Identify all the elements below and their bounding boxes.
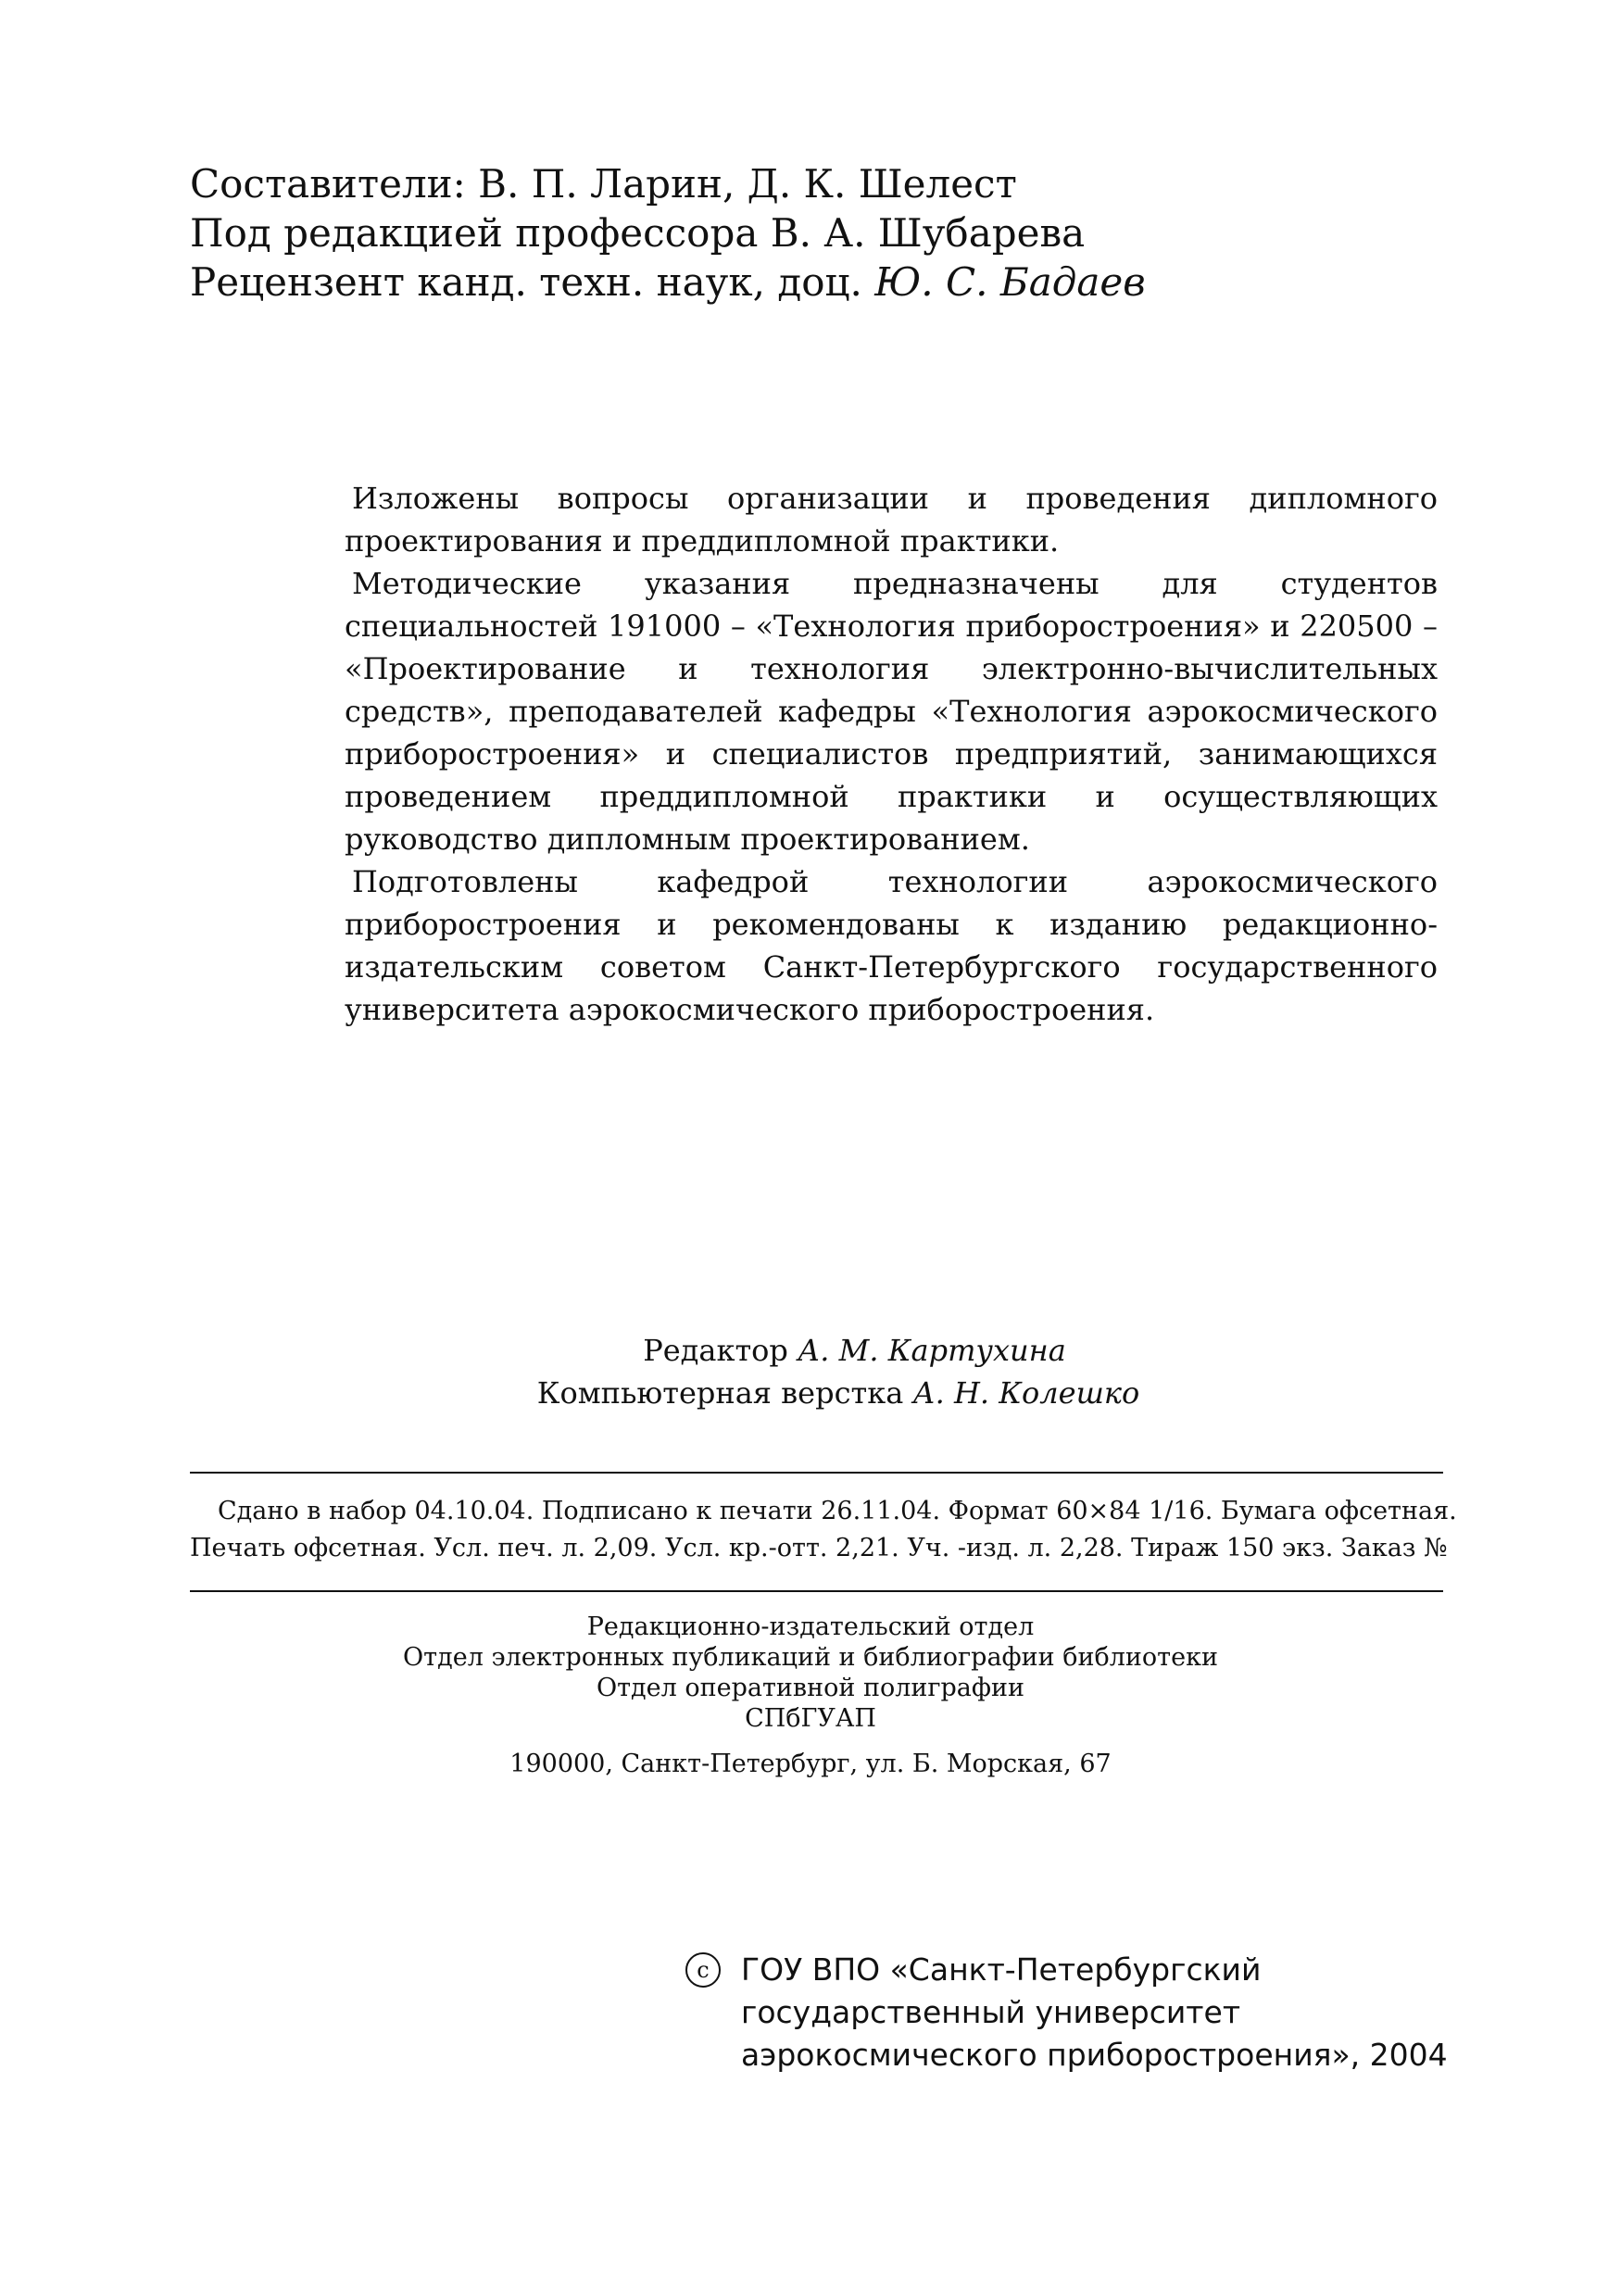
editor-label: Редактор — [643, 1333, 798, 1368]
copyright-line: аэрокосмического приборостроения», 2004 — [741, 2037, 1448, 2073]
print-info-line-2: Печать офсетная. Усл. печ. л. 2,09. Усл. кр.-отт. 2,21. Уч. -изд. л. 2,28. Тираж 150 экз. Заказ № — [190, 1534, 1448, 1562]
abstract-paragraph: Изложены вопросы организации и проведения дипломного проектирования и преддипломной практики. — [345, 481, 1438, 558]
credits-block — [190, 159, 1146, 307]
layout-label: Компьютерная верстка — [536, 1375, 913, 1411]
reviewer-line — [190, 257, 1146, 307]
publisher-block — [0, 1612, 1621, 1779]
editor-name: А. М. Картухина — [798, 1333, 1066, 1368]
editor-credit — [0, 1329, 1621, 1372]
print-info — [190, 1493, 1457, 1567]
layout-credit — [0, 1372, 1621, 1414]
compilers-line: Составители: В. П. Ларин, Д. К. Шелест — [190, 161, 1017, 207]
copyright-line: государственный университет — [741, 1994, 1241, 2030]
print-info-line-1: Сдано в набор 04.10.04. Подписано к печати 26.11.04. Формат 60×84 1/16. Бумага офсетная. — [218, 1497, 1457, 1525]
copyright-row — [685, 1949, 1448, 2076]
staff-block — [0, 1329, 1621, 1414]
publisher-line: Отдел оперативной полиграфии — [596, 1674, 1025, 1702]
editor-line: Под редакцией профессора В. А. Шубарева — [190, 210, 1086, 256]
reviewer-name: Ю. С. Бадаев — [874, 259, 1146, 305]
copyright-text — [741, 1949, 1448, 2076]
abstract-paragraph: Подготовлены кафедрой технологии аэрокосмического приборостроения и рекомендованы к изданию редакционно-издательским советом Санкт-Петербургского государственного университета аэрокосмического приборостроения. — [345, 864, 1438, 1027]
copyright-line: ГОУ ВПО «Санкт-Петербургский — [741, 1951, 1262, 1988]
bottom-divider — [190, 1590, 1443, 1592]
publisher-line: Отдел электронных публикаций и библиографии библиотеки — [403, 1643, 1218, 1672]
publisher-line: Редакционно-издательский отдел — [586, 1612, 1035, 1641]
abstract-block — [345, 477, 1438, 1031]
layout-name: А. Н. Колешко — [912, 1375, 1140, 1411]
publisher-line: СПбГУАП — [745, 1704, 876, 1733]
copyright-block — [685, 1949, 1448, 2076]
copyright-icon: c — [685, 1952, 721, 1988]
top-divider — [190, 1472, 1443, 1474]
abstract-paragraph: Методические указания предназначены для студентов специальностей 191000 – «Технология приборостроения» и 220500 – «Проектирование и технология электронно-вычислительных средств», преподавателей кафедры «Технология аэрокосмического приборостроения» и специалистов предприятий, занимающихся проведением преддипломной практики и осуществляющих руководство дипломным проектированием. — [345, 566, 1438, 857]
publisher-address: 190000, Санкт-Петербург, ул. Б. Морская, 67 — [509, 1750, 1112, 1778]
reviewer-prefix: Рецензент канд. техн. наук, доц. — [190, 259, 875, 305]
